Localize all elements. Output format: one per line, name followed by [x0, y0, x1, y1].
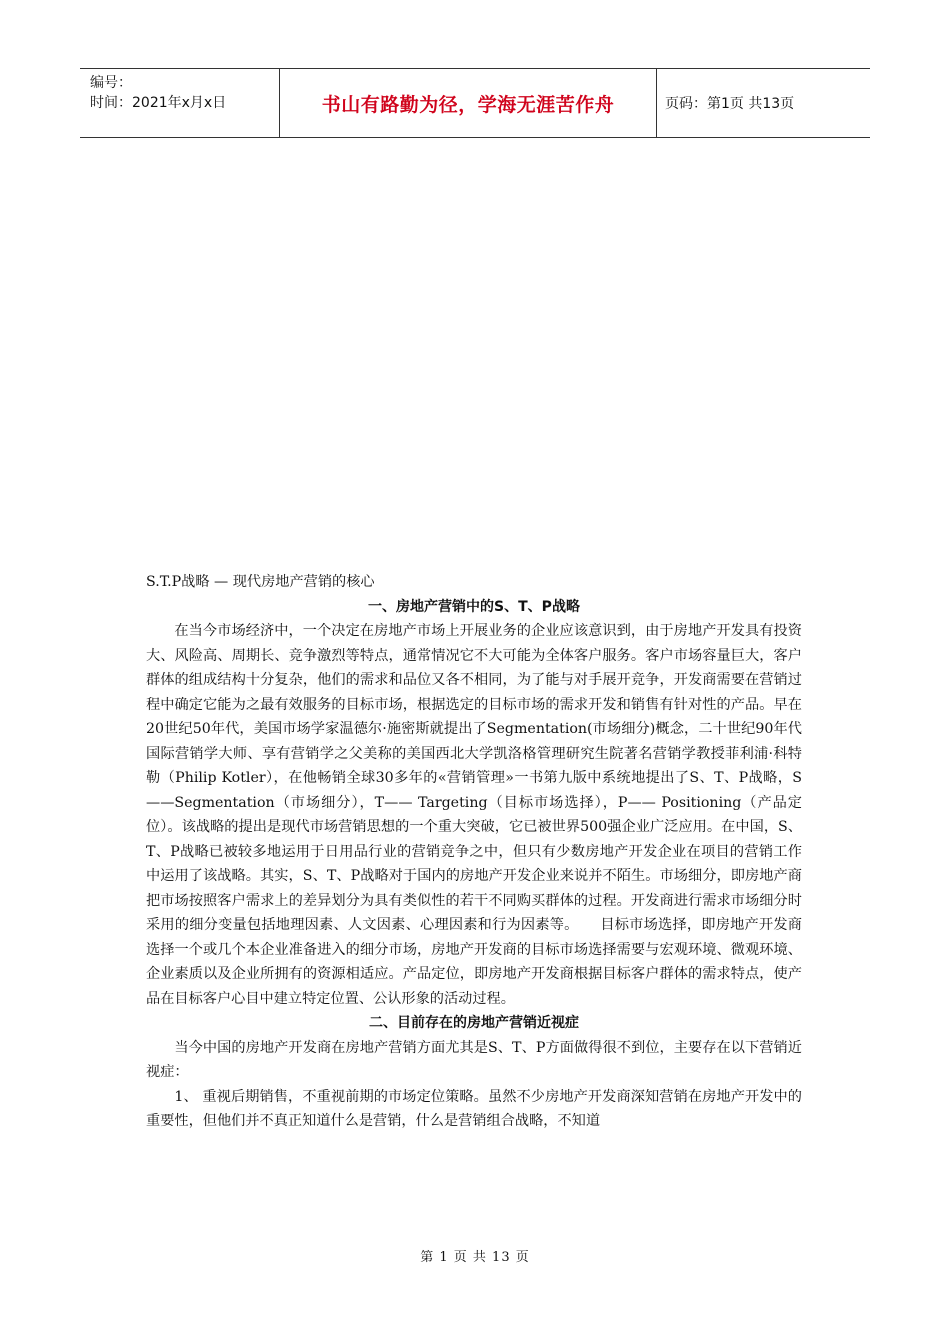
section1-paragraph: 在当今市场经济中，一个决定在房地产市场上开展业务的企业应该意识到，由于房地产开发具有投资大、风险高、周期长、竞争激烈等特点，通常情况它不大可能为全体客户服务。客户市场容量巨大，客户群体的组成结构十分复杂，他们的需求和品位又各不相同，为了能与对手展开竞争，开发商需要在营销过程中确定它能为之最有效服务的目标市场，根据选定的目标市场的需求开发和销售有针对性的产品。早在20世纪50年代，美国市场学家温德尔·施密斯就提出了Segmentation(市场细分)概念，二十世纪90年代国际营销学大师、享有营销学之父美称的美国西北大学凯洛格管理研究生院著名营销学教授菲利浦·科特勒（Philip Kotler），在他畅销全球30多年的«营销管理»一书第九版中系统地提出了S、T、P战略，S——Segmentation（市场细分），T—— Targeting（目标市场选择），P—— Positioning（产品定位）。该战略的提出是现代市场营销思想的一个重大突破，它已被世界500强企业广泛应用。在中国，S、T、P战略已被较多地运用于日用品行业的营销竞争之中，但只有少数房地产开发企业在项目的营销工作中运用了该战略。其实，S、T、P战略对于国内的房地产开发企业来说并不陌生。市场细分，即房地产商把市场按照客户需求上的差异划分为具有类似性的若干不同购买群体的过程。开发商进行需求市场细分时采用的细分变量包括地理因素、人文因素、心理因素和行为因素等。 目标市场选择，即房地产开发商选择一个或几个本企业准备进入的细分市场，房地产开发商的目标市场选择需要与宏观环境、微观环境、企业素质以及企业所拥有的资源相适应。产品定位，即房地产开发商根据目标客户群体的需求特点，使产品在目标客户心目中建立特定位置、公认形象的活动过程。	[146, 623, 802, 1007]
document-title: S.T.P战略 — 现代房地产营销的核心	[146, 574, 375, 590]
section2-paragraph-2: 1、 重视后期销售，不重视前期的市场定位策略。虽然不少房地产开发商深知营销在房地产开发中的重要性，但他们并不真正知道什么是营销，什么是营销组合战略，不知道	[146, 1088, 802, 1129]
section2-heading: 二、目前存在的房地产营销近视症	[369, 1015, 579, 1031]
header-meta	[80, 69, 280, 137]
header-motto: 书山有路勤为径，学海无涯苦作舟	[280, 69, 657, 137]
document-header	[80, 68, 870, 138]
header-page-label: 页码：第1页 共13页	[665, 96, 795, 112]
section2-paragraph-1: 当今中国的房地产开发商在房地产营销方面尤其是S、T、P方面做得很不到位，主要存在以下营销近视症：	[146, 1039, 802, 1080]
document-body	[146, 570, 802, 1134]
page-footer: 第 1 页 共 13 页	[420, 1250, 530, 1265]
time-label: 时间：2021年x月x日	[90, 95, 227, 111]
section1-heading: 一、房地产营销中的S、T、P战略	[368, 598, 580, 615]
number-label: 编号：	[90, 75, 132, 91]
